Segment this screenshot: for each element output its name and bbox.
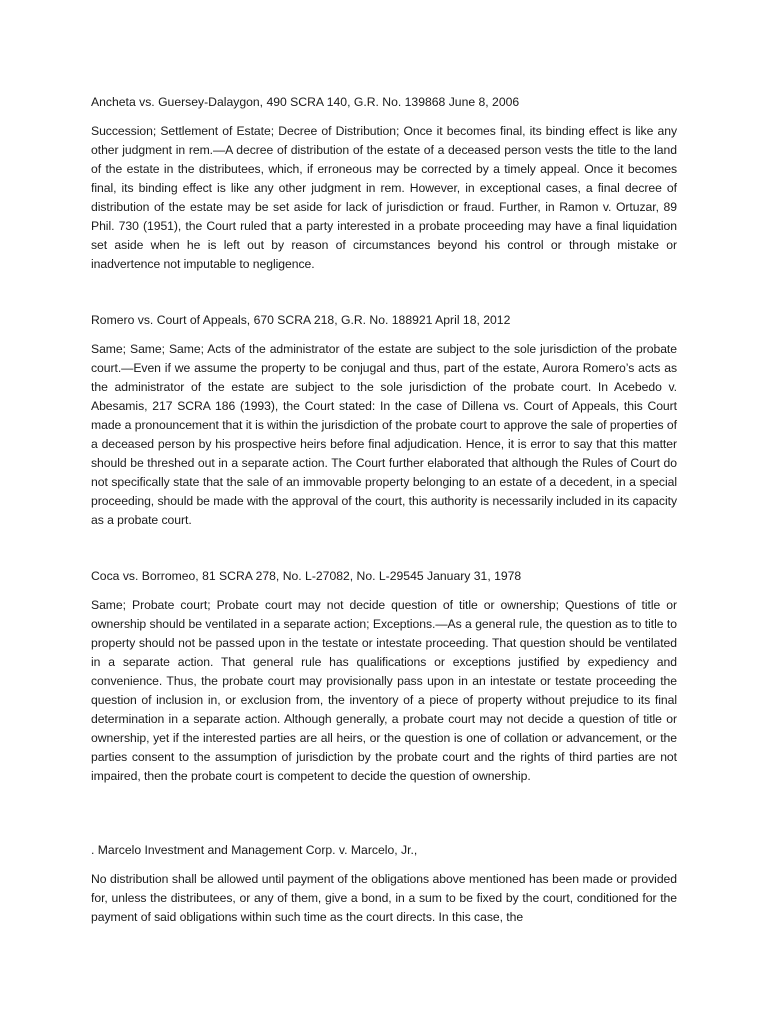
case-heading-marcelo: . Marcelo Investment and Management Corp. v. Marcelo, Jr., (91, 843, 418, 857)
case-body-romero: Same; Same; Same; Acts of the administrator of the estate are subject to the sole jurisdiction of the probate court.—Even if we assume the property to be conjugal and thus, part of the estate, Aurora Romero’s acts as the administrator of the estate are subject to the sole jurisdiction of the probate court. In Acebedo v. Abesamis, 217 SCRA 186 (1993), the Court stated: In the case of Dillena vs. Court of Appeals, this Court made a pronouncement that it is within the jurisdiction of the probate court to approve the sale of properties of a deceased person by his prospective heirs before final adjudication. Hence, it is error to say that this matter should be threshed out in a separate action. The Court further elaborated that although the Rules of Court do not specifically state that the sale of an immovable property belonging to an estate of a decedent, in a special proceeding, should be made with the approval of the court, this authority is necessarily included in its capacity as a probate court. (91, 342, 677, 527)
case-heading-ancheta: Ancheta vs. Guersey-Dalaygon, 490 SCRA 140, G.R. No. 139868 June 8, 2006 (91, 95, 520, 109)
case-heading-romero: Romero vs. Court of Appeals, 670 SCRA 218, G.R. No. 188921 April 18, 2012 (91, 313, 511, 327)
document-page (91, 0, 677, 1024)
case-heading-coca: Coca vs. Borromeo, 81 SCRA 278, No. L-27082, No. L-29545 January 31, 1978 (91, 569, 522, 583)
case-body-coca: Same; Probate court; Probate court may not decide question of title or ownership; Questions of title or ownership should be ventilated in a separate action; Exceptions.—As a general rule, the question as to title to property should not be passed upon in the testate or intestate proceeding. That question should be ventilated in a separate action. That general rule has qualifications or exceptions justified by expediency and convenience. Thus, the probate court may provisionally pass upon in an intestate or testate proceeding the question of inclusion in, or exclusion from, the inventory of a piece of property without prejudice to its final determination in a separate action. Although generally, a probate court may not decide a question of title or ownership, yet if the interested parties are all heirs, or the question is one of collation or advancement, or the parties consent to the assumption of jurisdiction by the probate court and the rights of third parties are not impaired, then the probate court is competent to decide the question of ownership. (91, 598, 677, 783)
case-body-marcelo: No distribution shall be allowed until payment of the obligations above mentioned has been made or provided for, unless the distributees, or any of them, give a bond, in a sum to be fixed by the court, conditioned for the payment of said obligations within such time as the court directs. In this case, the (91, 872, 677, 924)
case-body-ancheta: Succession; Settlement of Estate; Decree of Distribution; Once it becomes final, its binding effect is like any other judgment in rem.—A decree of distribution of the estate of a deceased person vests the title to the land of the estate in the distributees, which, if erroneous may be corrected by a timely appeal. Once it becomes final, its binding effect is like any other judgment in rem. However, in exceptional cases, a final decree of distribution of the estate may be set aside for lack of jurisdiction or fraud. Further, in Ramon v. Ortuzar, 89 Phil. 730 (1951), the Court ruled that a party interested in a probate proceeding may have a final liquidation set aside when he is left out by reason of circumstances beyond his control or through mistake or inadvertence not imputable to negligence. (91, 124, 677, 271)
